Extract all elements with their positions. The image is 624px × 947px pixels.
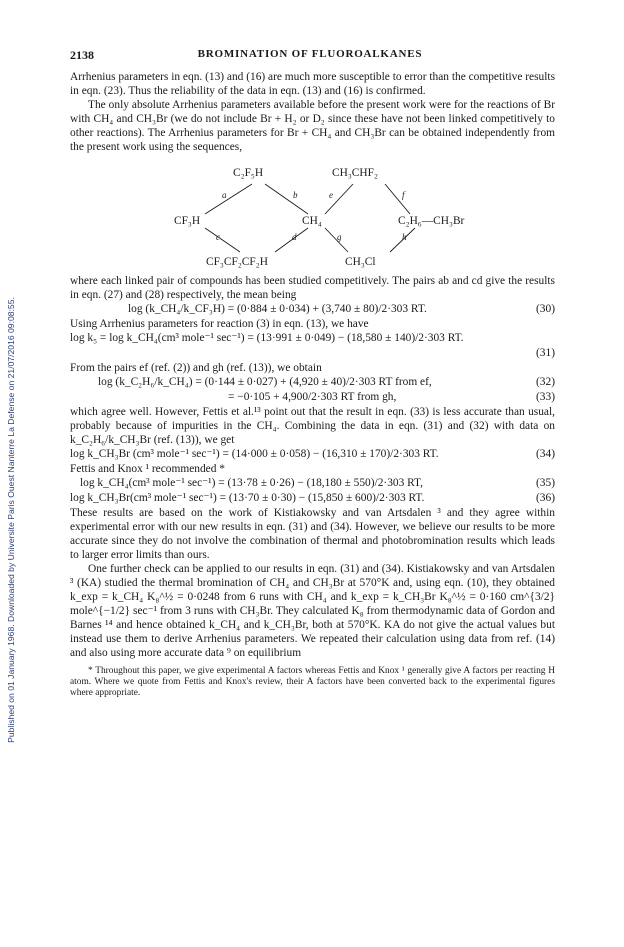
node-ch3cl: CH₃Cl [345, 256, 376, 268]
equation-30-number: (30) [536, 303, 555, 315]
equation-33 [70, 390, 555, 405]
equation-31 [70, 331, 555, 346]
equation-35-text: log k_CH₄(cm³ mole⁻¹ sec⁻¹) = (13·78 ± 0·26) − (18,180 ± 550)/2·303 RT, [80, 477, 424, 489]
equation-35-number: (35) [536, 477, 555, 489]
paragraph-4: Using Arrhenius parameters for reaction (3) in eqn. (13), we have [70, 318, 369, 330]
label-a: a [222, 190, 227, 200]
page-number: 2138 [70, 48, 94, 62]
paragraph-1: Arrhenius parameters in eqn. (13) and (16) are much more susceptible to error than the competitive results in eqn. (23). Thus the reliability of the data in eqn. (13) and (16) is confirmed. [70, 71, 555, 97]
reaction-scheme [70, 154, 555, 274]
label-h: h [402, 232, 407, 242]
link-b [265, 184, 308, 214]
equation-35 [70, 476, 555, 491]
paragraph-2: The only absolute Arrhenius parameters available before the present work were for the reactions of Br with CH₄ and CH₃Br (we do not include Br + H₂ or D₂ since these have not been linked competitively to other reactions). The Arrhenius parameters for Br + CH₄ and CH₃Br can be obtained independently from the present work using the sequences, [70, 99, 555, 153]
equation-33-number: (33) [536, 391, 555, 403]
footnote: * Throughout this paper, we give experimental A factors whereas Fettis and Knox ¹ generally give A factors per reacting H atom. Where we quote from Fettis and Knox's review, their A factors have been converted back to the experimental figures where appropriate. [70, 666, 555, 698]
equation-31-number: (31) [536, 347, 555, 359]
paragraph-5: From the pairs ef (ref. (2)) and gh (ref. (13)), we obtain [70, 362, 322, 374]
paragraph-8: These results are based on the work of Kistiakowsky and van Artsdalen ³ and they agree within experimental error with our new results in eqn. (31) and (34). However, we believe our results to be more accurate since they do not involve the combination of thermal and photobromination results which leads to larger error limits than ours. [70, 507, 555, 561]
node-cf3h: CF₃H [174, 215, 201, 227]
equation-32-text: log (k_C₂H₆/k_CH₄) = (0·144 ± 0·027) + (4,920 ± 40)/2·303 RT from ef, [98, 376, 432, 388]
paragraph-6: which agree well. However, Fettis et al.¹³ point out that the result in eqn. (33) is less accurate than usual, probably because of impurities in the CH₄. Combining the data in eqn. (31) and (32) with data on k_C₂H₆/k_CH₃Br (ref. (13)), we get [70, 406, 555, 446]
node-cf3cf2cf2h: CF₃CF₂CF₂H [206, 256, 268, 268]
download-note: Published on 01 January 1968. Downloaded by Universite Paris Ouest Nanterre La Defense on 21/07/2016 09:08:55. [6, 297, 16, 743]
link-f [385, 184, 410, 214]
running-title: BROMINATION OF FLUOROALKANES [197, 48, 423, 60]
equation-36 [70, 491, 555, 506]
paragraph-3: where each linked pair of compounds has been studied competitively. The pairs ab and cd give the results in eqn. (27) and (28) respectively, the mean being [70, 275, 555, 301]
paragraph-7: Fettis and Knox ¹ recommended * [70, 463, 225, 475]
label-f: f [402, 190, 405, 200]
label-e: e [329, 190, 333, 200]
node-ch3chf2: CH₃CHF₂ [332, 167, 378, 179]
label-d: d [292, 232, 297, 242]
equation-34-text: log k_CH₃Br (cm³ mole⁻¹ sec⁻¹) = (14·000 ± 0·058) − (16,310 ± 170)/2·303 RT. [70, 448, 439, 460]
equation-34-number: (34) [536, 448, 555, 460]
link-c [205, 228, 240, 252]
node-ch4: CH₄ [302, 215, 322, 227]
equation-36-number: (36) [536, 492, 555, 504]
equation-34 [70, 447, 555, 462]
equation-30-text: log (k_CH₄/k_CF₃H) = (0·884 ± 0·034) + (3,740 ± 80)/2·303 RT. [128, 303, 427, 315]
label-g: g [337, 232, 342, 242]
paragraph-9: One further check can be applied to our results in eqn. (31) and (34). Kistiakowsky and van Artsdalen ³ (KA) studied the thermal bromination of CH₄ and CH₃Br at 570°K and, using eqn. (10), they obtained k_exp = k_CH₄ K₈^½ = 0·0248 from 6 runs with CH₄ and k_exp = k_CH₃Br K₈^½ = 0·160 cm^{3/2} mole^{−1/2} sec⁻¹ from 3 runs with CH₃Br. They calculated K₈ from thermodynamic data of Gordon and Barnes ¹⁴ and hence obtained k_CH₄ and k_CH₃Br, both at 570°K. KA do not give the actual values but instead use them to derive Arrhenius parameters. We repeated their calculation using data from ref. (14) and also using more accurate data ⁹ on equilibrium [70, 563, 555, 659]
node-c2f5h: C₂F₅H [233, 167, 264, 179]
article-body [70, 70, 555, 699]
equation-32-number: (32) [536, 376, 555, 388]
link-a [205, 184, 252, 214]
node-c2h6-ch3br: C₂H₆—CH₃Br [398, 215, 465, 227]
equation-31-number-row [70, 346, 555, 361]
equation-30 [70, 302, 555, 317]
equation-33-text: = −0·105 + 4,900/2·303 RT from gh, [228, 391, 397, 403]
equation-36-text: log k_CH₃Br(cm³ mole⁻¹ sec⁻¹) = (13·70 ± 0·30) − (15,850 ± 600)/2·303 RT. [70, 492, 425, 504]
equation-31-text: log k₅ = log k_CH₄(cm³ mole⁻¹ sec⁻¹) = (13·991 ± 0·049) − (18,580 ± 140)/2·303 RT. [70, 332, 464, 344]
download-watermark [0, 100, 22, 940]
label-b: b [293, 190, 298, 200]
equation-32 [70, 375, 555, 390]
label-c: c [216, 232, 220, 242]
running-header [70, 48, 550, 64]
